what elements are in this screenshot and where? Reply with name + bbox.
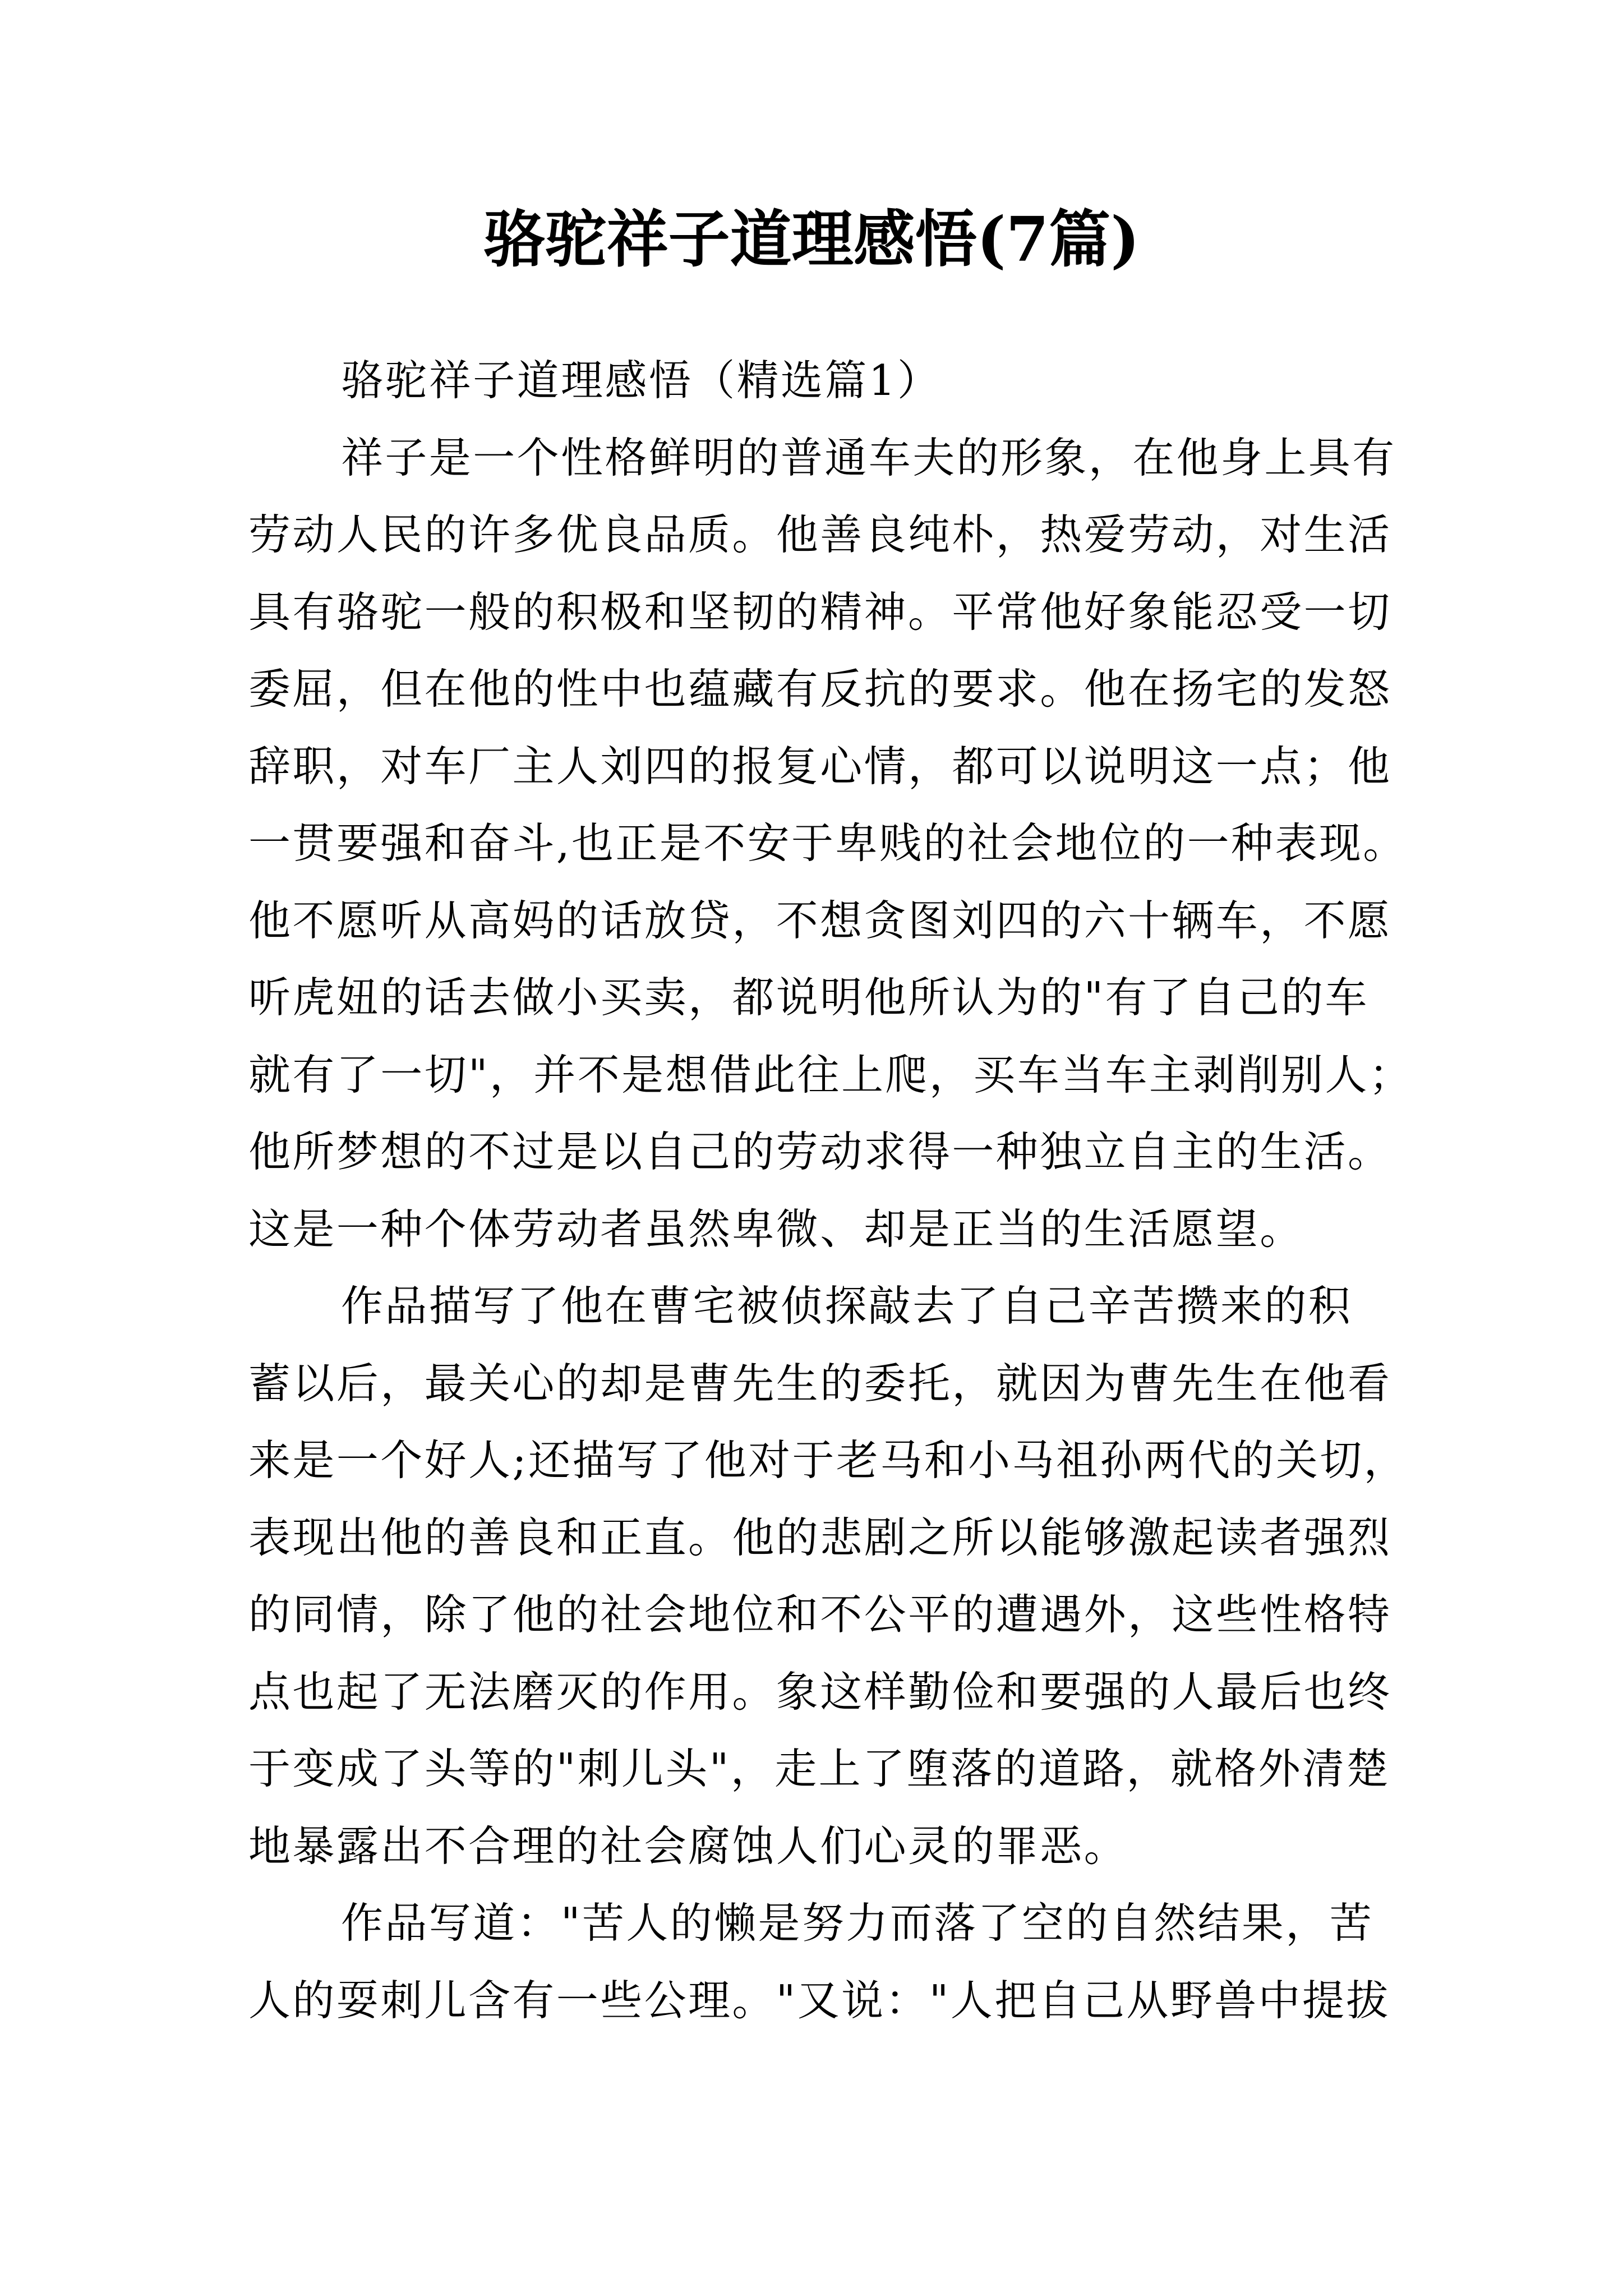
paragraph-line: 人的耍刺儿含有一些公理。"又说："人把自己从野兽中提拔 (248, 1975, 1390, 2025)
paragraph-line: 就有了一切"，并不是想借此往上爬，买车当车主剥削别人； (248, 1050, 1413, 1099)
paragraph-line: 地暴露出不合理的社会腐蚀人们心灵的罪恶。 (248, 1821, 1128, 1871)
paragraph-line: 一贯要强和奋斗,也正是不安于卑贱的社会地位的一种表现。 (248, 818, 1407, 868)
document-body (248, 342, 1413, 2039)
paragraph-line: 他不愿听从高妈的话放贷，不想贪图刘四的六十辆车，不愿 (248, 895, 1392, 945)
paragraph-line: 辞职，对车厂主人刘四的报复心情，都可以说明这一点；他 (248, 741, 1392, 791)
paragraph-line: 作品描写了他在曹宅被侦探敲去了自己辛苦攒来的积 (341, 1281, 1353, 1331)
paragraph-line: 蓄以后，最关心的却是曹先生的委托，就因为曹先生在他看 (248, 1358, 1392, 1408)
paragraph-line: 具有骆驼一般的积极和坚韧的精神。平常他好象能忍受一切 (248, 587, 1392, 637)
paragraph-line: 祥子是一个性格鲜明的普通车夫的形象，在他身上具有 (341, 432, 1396, 482)
paragraph-line: 委屈，但在他的性中也蕴藏有反抗的要求。他在扬宅的发怒 (248, 664, 1392, 714)
paragraph-line: 他所梦想的不过是以自己的劳动求得一种独立自主的生活。 (248, 1127, 1392, 1176)
paragraph-line: 点也起了无法磨灭的作用。象这样勤俭和要强的人最后也终 (248, 1667, 1392, 1717)
paragraph-line: 于变成了头等的"刺儿头"，走上了堕落的道路，就格外清楚 (248, 1744, 1390, 1793)
paragraph-line: 听虎妞的话去做小买卖，都说明他所认为的"有了自己的车 (248, 973, 1369, 1022)
paragraph-line: 来是一个好人;还描写了他对于老马和小马祖孙两代的关切， (248, 1435, 1408, 1485)
paragraph-line: 的同情，除了他的社会地位和不公平的遭遇外，这些性格特 (248, 1590, 1392, 1639)
paragraph-line: 这是一种个体劳动者虽然卑微、却是正当的生活愿望。 (248, 1204, 1304, 1254)
paragraph-line: 劳动人民的许多优良品质。他善良纯朴，热爱劳动，对生活 (248, 510, 1392, 559)
section-heading: 骆驼祥子道理感悟（精选篇1） (341, 356, 942, 405)
paragraph-line: 表现出他的善良和正直。他的悲剧之所以能够激起读者强烈 (248, 1512, 1392, 1562)
paragraph-line: 作品写道："苦人的懒是努力而落了空的自然结果，苦 (341, 1898, 1374, 1948)
document-title: 骆驼祥子道理感悟(7篇) (483, 203, 1140, 275)
